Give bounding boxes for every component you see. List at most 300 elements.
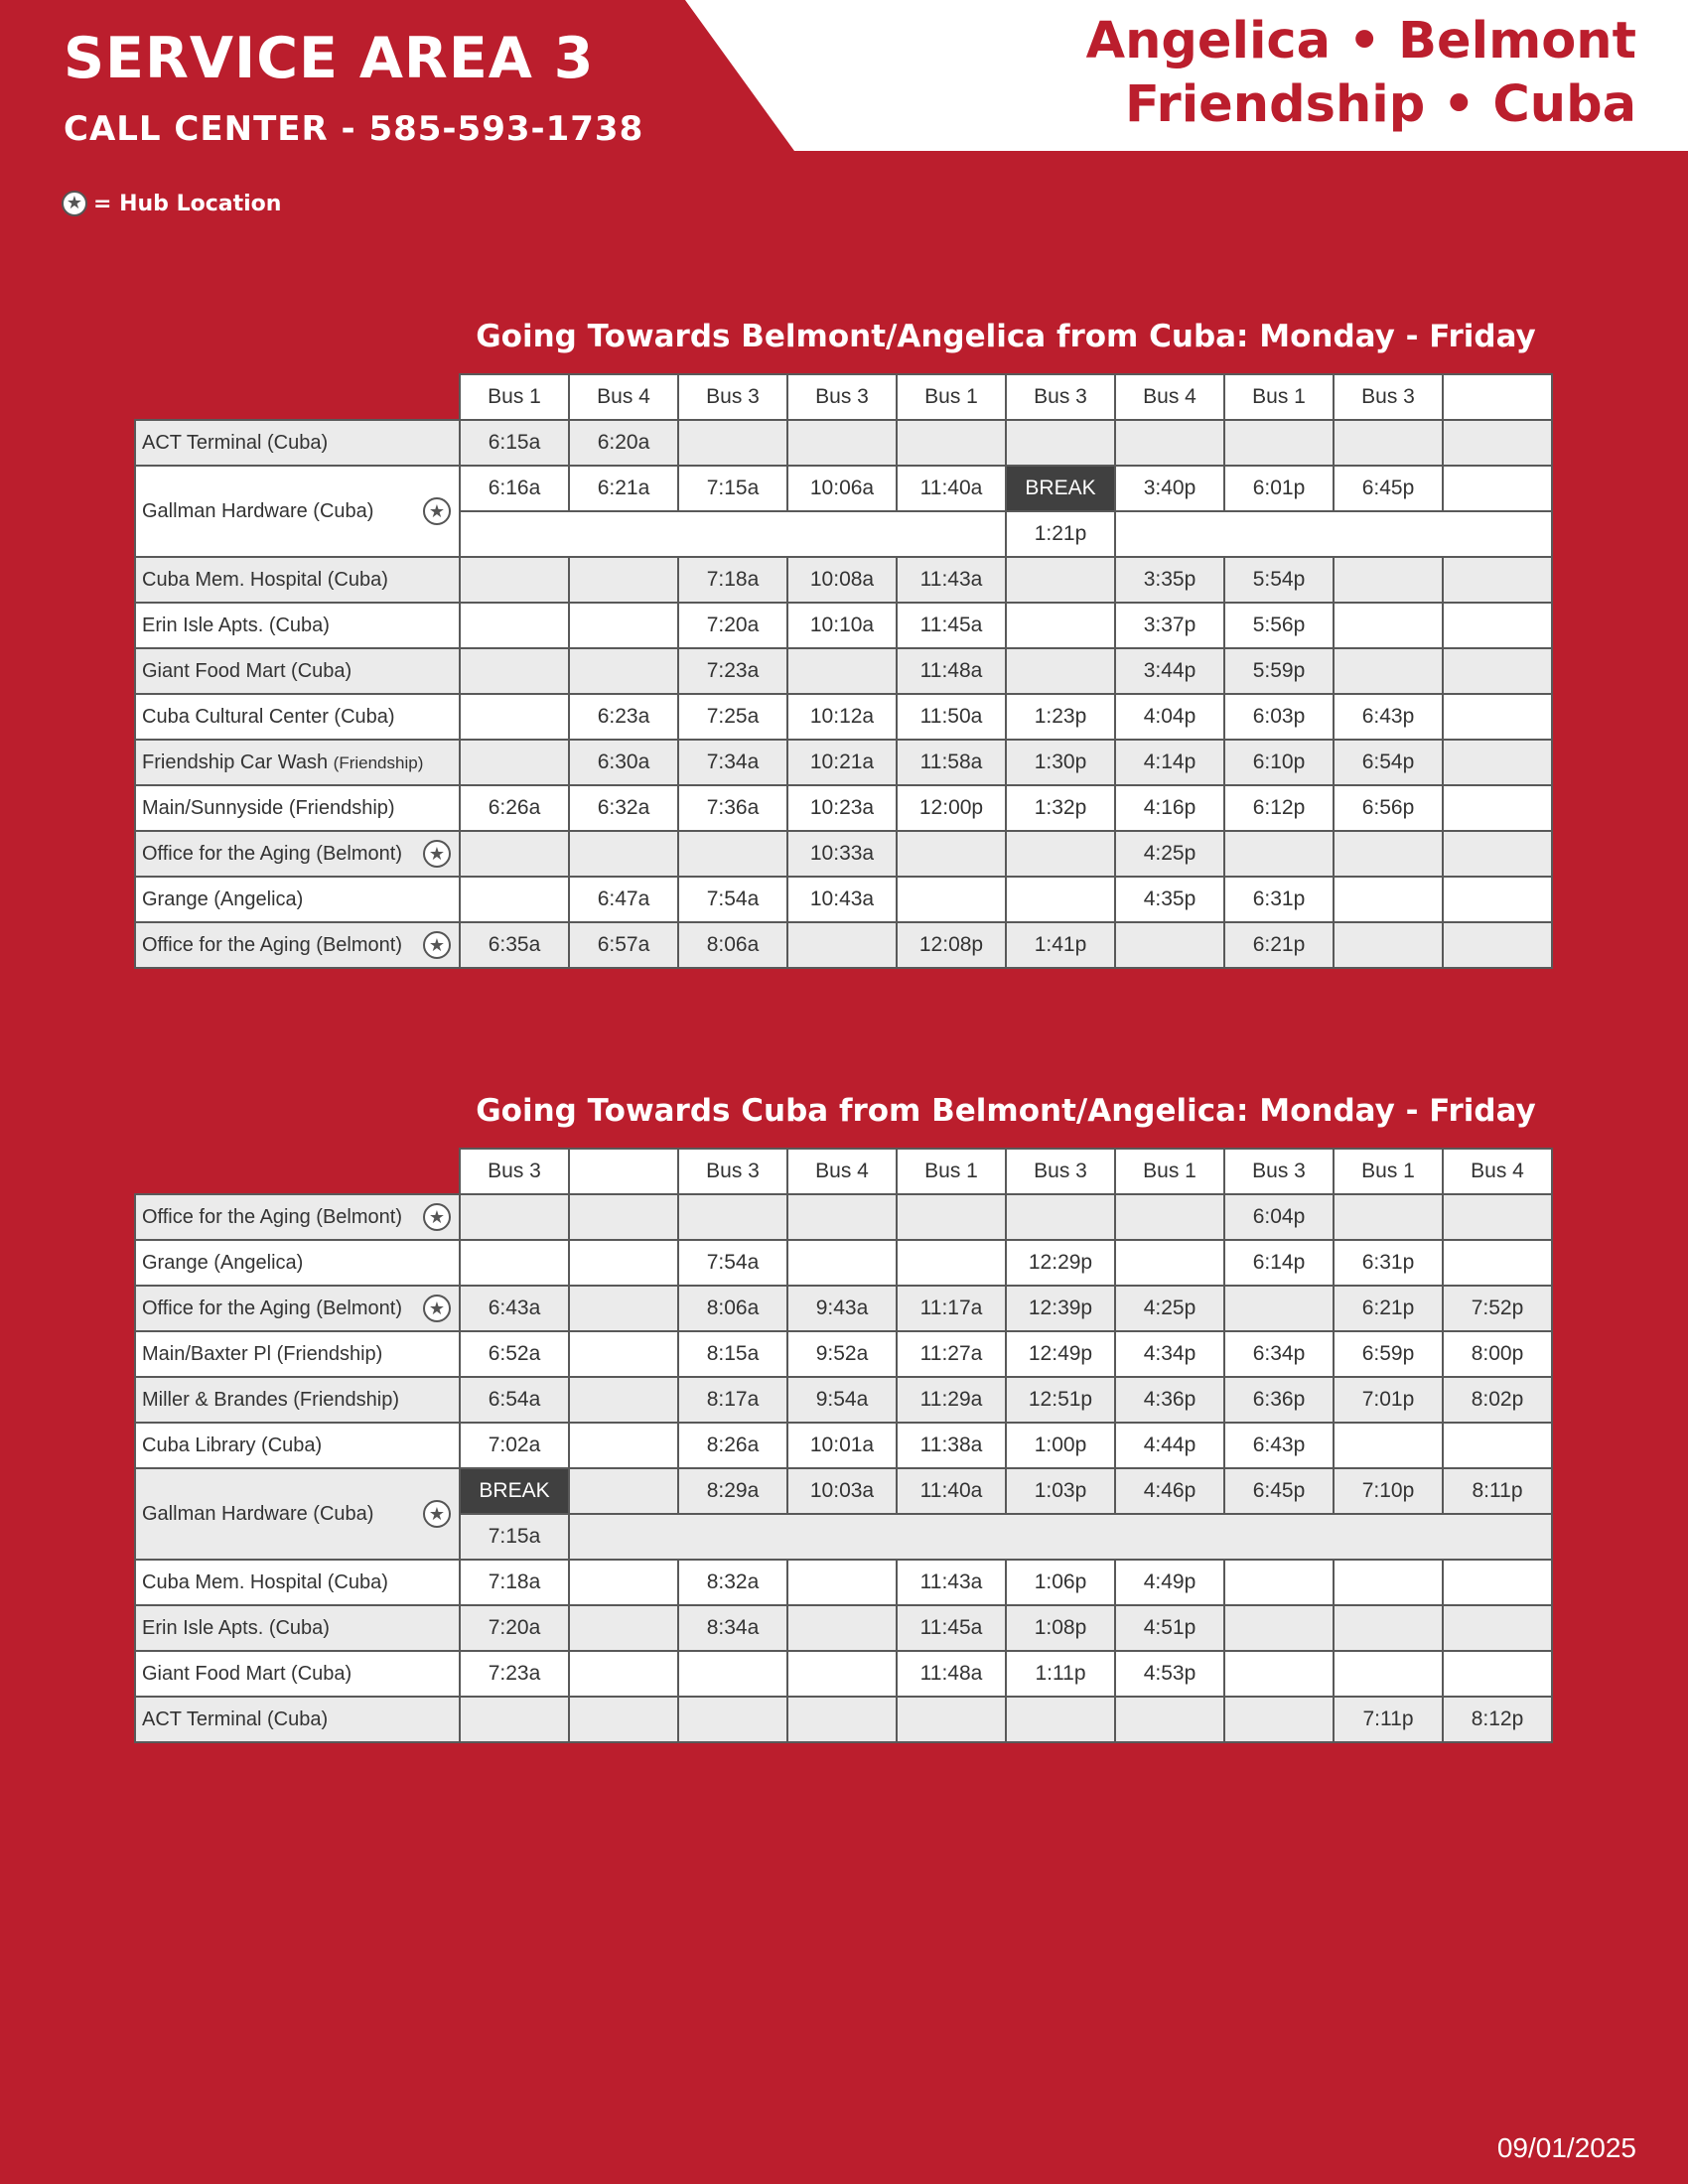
time-cell: 11:40a — [897, 1468, 1006, 1514]
time-cell: 8:11p — [1443, 1468, 1552, 1514]
time-cell — [678, 1194, 787, 1240]
time-cell — [897, 1240, 1006, 1286]
time-cell — [1006, 603, 1115, 648]
time-cell — [569, 1286, 678, 1331]
bus-header: Bus 3 — [1006, 374, 1115, 420]
time-cell — [1443, 785, 1552, 831]
bus-header — [1443, 374, 1552, 420]
table-row — [135, 877, 1552, 922]
stop-name — [135, 785, 460, 831]
time-cell: 11:45a — [897, 1605, 1006, 1651]
star-icon: ★ — [62, 191, 87, 216]
time-cell: 10:43a — [787, 877, 897, 922]
table1-title: Going Towards Belmont/Angelica from Cuba: Monday - Friday — [476, 319, 1536, 354]
stop-label: Grange (Angelica) — [142, 1251, 304, 1274]
stop-label: Main/Baxter Pl (Friendship) — [142, 1342, 383, 1365]
time-cell: 7:36a — [678, 785, 787, 831]
time-cell — [460, 648, 569, 694]
time-cell — [569, 1605, 678, 1651]
stop-name — [135, 557, 460, 603]
time-cell: 6:35a — [460, 922, 569, 968]
time-cell: 4:44p — [1115, 1423, 1224, 1468]
time-cell: 4:16p — [1115, 785, 1224, 831]
time-cell: 7:02a — [460, 1423, 569, 1468]
time-cell — [1443, 831, 1552, 877]
time-cell: 6:56p — [1334, 785, 1443, 831]
time-cell: 8:00p — [1443, 1331, 1552, 1377]
table-row — [135, 785, 1552, 831]
time-cell: 10:10a — [787, 603, 897, 648]
stop-name — [135, 1194, 460, 1240]
time-cell: 8:06a — [678, 922, 787, 968]
time-cell: 6:31p — [1224, 877, 1334, 922]
call-center-phone: CALL CENTER - 585-593-1738 — [64, 109, 644, 149]
time-cell — [787, 420, 897, 466]
time-cell — [569, 557, 678, 603]
bus-header: Bus 4 — [1115, 374, 1224, 420]
stop-name — [135, 603, 460, 648]
stop-name — [135, 1286, 460, 1331]
bus-header: Bus 1 — [1115, 1149, 1224, 1194]
time-cell: 6:43p — [1224, 1423, 1334, 1468]
time-cell: 6:32a — [569, 785, 678, 831]
stop-label: Office for the Aging (Belmont) — [142, 933, 402, 956]
time-cell: 5:54p — [1224, 557, 1334, 603]
time-cell — [787, 648, 897, 694]
stop-label: Cuba Library (Cuba) — [142, 1433, 323, 1456]
time-cell: 7:18a — [460, 1560, 569, 1605]
time-cell — [1006, 877, 1115, 922]
table-row — [135, 557, 1552, 603]
stop-name — [135, 1377, 460, 1423]
time-cell — [1006, 420, 1115, 466]
time-cell: 1:11p — [1006, 1651, 1115, 1697]
bus-header: Bus 4 — [569, 374, 678, 420]
bus-header: Bus 3 — [678, 374, 787, 420]
stop-label: Giant Food Mart (Cuba) — [142, 659, 352, 682]
time-cell — [1224, 420, 1334, 466]
time-cell: 8:17a — [678, 1377, 787, 1423]
time-cell — [1443, 1560, 1552, 1605]
stop-label: Office for the Aging (Belmont) — [142, 842, 402, 865]
time-cell: 6:14p — [1224, 1240, 1334, 1286]
time-cell: 12:39p — [1006, 1286, 1115, 1331]
time-cell — [1334, 648, 1443, 694]
bus-header: Bus 3 — [1224, 1149, 1334, 1194]
time-cell — [569, 1468, 678, 1514]
time-cell: 11:43a — [897, 557, 1006, 603]
stop-label: Cuba Cultural Center (Cuba) — [142, 705, 395, 728]
time-cell — [1334, 922, 1443, 968]
bus-header: Bus 4 — [1443, 1149, 1552, 1194]
time-cell: 6:34p — [1224, 1331, 1334, 1377]
time-cell: 12:00p — [897, 785, 1006, 831]
time-cell — [1115, 420, 1224, 466]
time-cell: 7:18a — [678, 557, 787, 603]
time-cell: 1:32p — [1006, 785, 1115, 831]
time-cell: 4:35p — [1115, 877, 1224, 922]
time-cell — [1443, 466, 1552, 511]
time-cell: 6:30a — [569, 740, 678, 785]
time-cell: 7:01p — [1334, 1377, 1443, 1423]
table-row — [135, 466, 1552, 511]
hub-star-icon: ★ — [423, 840, 451, 868]
hub-star-icon: ★ — [423, 1500, 451, 1528]
bus-header: Bus 1 — [897, 1149, 1006, 1194]
time-cell — [1115, 1697, 1224, 1742]
time-cell — [460, 831, 569, 877]
time-cell — [569, 1194, 678, 1240]
time-cell — [569, 1560, 678, 1605]
time-cell: 8:29a — [678, 1468, 787, 1514]
time-cell: 11:45a — [897, 603, 1006, 648]
time-cell: 6:36p — [1224, 1377, 1334, 1423]
time-cell: 5:56p — [1224, 603, 1334, 648]
schedule-table-to-belmont — [134, 373, 1553, 969]
time-cell: 6:26a — [460, 785, 569, 831]
stop-town: (Friendship) — [333, 752, 424, 772]
time-cell — [1443, 1605, 1552, 1651]
table-row — [135, 603, 1552, 648]
time-cell — [1115, 1194, 1224, 1240]
time-cell — [897, 1194, 1006, 1240]
stop-label: ACT Terminal (Cuba) — [142, 1707, 329, 1730]
time-cell — [1443, 420, 1552, 466]
table-row — [135, 1423, 1552, 1468]
time-cell: 10:08a — [787, 557, 897, 603]
time-cell — [1224, 831, 1334, 877]
stop-label: ACT Terminal (Cuba) — [142, 431, 329, 454]
bus-header: Bus 4 — [787, 1149, 897, 1194]
hub-star-icon: ★ — [423, 1203, 451, 1231]
time-cell: 7:54a — [678, 1240, 787, 1286]
time-cell — [1334, 877, 1443, 922]
time-cell — [1443, 922, 1552, 968]
time-cell — [1334, 1651, 1443, 1697]
stop-name — [135, 831, 460, 877]
time-cell: 11:29a — [897, 1377, 1006, 1423]
time-cell: 6:52a — [460, 1331, 569, 1377]
time-cell — [1334, 603, 1443, 648]
towns-line-2: Friendship • Cuba — [1124, 75, 1636, 134]
schedule-table-to-cuba — [134, 1148, 1553, 1743]
time-cell: 10:21a — [787, 740, 897, 785]
time-cell — [460, 694, 569, 740]
table-row — [135, 1194, 1552, 1240]
time-cell: 10:06a — [787, 466, 897, 511]
time-cell — [460, 877, 569, 922]
table2-title: Going Towards Cuba from Belmont/Angelica: Monday - Friday — [476, 1093, 1536, 1129]
time-cell: 5:59p — [1224, 648, 1334, 694]
time-cell — [460, 1240, 569, 1286]
table-row — [135, 922, 1552, 968]
time-cell — [787, 1697, 897, 1742]
time-cell: 11:58a — [897, 740, 1006, 785]
time-cell: 4:49p — [1115, 1560, 1224, 1605]
towns-list — [1086, 10, 1636, 137]
stop-name — [135, 648, 460, 694]
time-cell: 1:23p — [1006, 694, 1115, 740]
hub-legend-label: = Hub Location — [93, 191, 282, 216]
time-cell: 4:53p — [1115, 1651, 1224, 1697]
time-cell — [569, 1240, 678, 1286]
time-cell: 6:45p — [1334, 466, 1443, 511]
time-cell — [1443, 694, 1552, 740]
time-cell — [1224, 1697, 1334, 1742]
time-cell: 4:36p — [1115, 1377, 1224, 1423]
time-cell — [1006, 831, 1115, 877]
stop-label: Cuba Mem. Hospital (Cuba) — [142, 1570, 388, 1593]
time-cell: 11:48a — [897, 1651, 1006, 1697]
time-cell — [569, 1331, 678, 1377]
time-cell — [1006, 1194, 1115, 1240]
time-cell: 8:06a — [678, 1286, 787, 1331]
time-cell: 9:54a — [787, 1377, 897, 1423]
bus-header: Bus 1 — [897, 374, 1006, 420]
time-cell — [1334, 1560, 1443, 1605]
bus-header: Bus 3 — [787, 374, 897, 420]
break-cell: BREAK — [460, 1468, 569, 1514]
time-cell — [1443, 648, 1552, 694]
time-cell: 6:47a — [569, 877, 678, 922]
time-cell: 11:27a — [897, 1331, 1006, 1377]
time-cell: 11:40a — [897, 466, 1006, 511]
time-cell — [897, 877, 1006, 922]
time-cell: 11:38a — [897, 1423, 1006, 1468]
time-cell: 10:12a — [787, 694, 897, 740]
stop-label: Main/Sunnyside (Friendship) — [142, 796, 395, 819]
stop-label: Office for the Aging (Belmont) — [142, 1297, 402, 1319]
page-title: SERVICE AREA 3 — [64, 26, 595, 91]
stop-label: Grange (Angelica) — [142, 887, 304, 910]
time-cell: 6:15a — [460, 420, 569, 466]
stop-label: Friendship Car Wash — [142, 751, 334, 773]
hub-star-icon: ★ — [423, 497, 451, 525]
table-row — [135, 1605, 1552, 1651]
stop-label: Gallman Hardware (Cuba) — [142, 1502, 374, 1525]
time-cell: 7:15a — [678, 466, 787, 511]
stop-name — [135, 877, 460, 922]
time-cell: 8:12p — [1443, 1697, 1552, 1742]
time-cell: 6:45p — [1224, 1468, 1334, 1514]
time-cell — [460, 603, 569, 648]
time-cell: 8:34a — [678, 1605, 787, 1651]
stop-name — [135, 1697, 460, 1742]
table-row — [135, 1240, 1552, 1286]
bus-header-row — [135, 374, 1552, 420]
time-cell: 7:20a — [678, 603, 787, 648]
stop-name — [135, 1605, 460, 1651]
hub-star-icon: ★ — [423, 931, 451, 959]
time-cell — [1334, 1194, 1443, 1240]
time-cell — [678, 831, 787, 877]
time-cell: 7:23a — [460, 1651, 569, 1697]
time-cell — [1443, 740, 1552, 785]
stop-name — [135, 740, 460, 785]
bus-header-row — [135, 1149, 1552, 1194]
table-row — [135, 1651, 1552, 1697]
time-cell: 4:46p — [1115, 1468, 1224, 1514]
stop-label: Erin Isle Apts. (Cuba) — [142, 614, 330, 636]
stop-label: Office for the Aging (Belmont) — [142, 1205, 402, 1228]
time-cell: 6:23a — [569, 694, 678, 740]
time-cell — [1334, 1605, 1443, 1651]
time-cell: 6:21p — [1334, 1286, 1443, 1331]
table-row — [135, 1331, 1552, 1377]
time-cell — [1334, 831, 1443, 877]
time-cell: 6:54p — [1334, 740, 1443, 785]
time-cell: 6:57a — [569, 922, 678, 968]
time-cell: 1:41p — [1006, 922, 1115, 968]
time-cell: 4:04p — [1115, 694, 1224, 740]
time-cell: 4:34p — [1115, 1331, 1224, 1377]
time-cell — [569, 1377, 678, 1423]
time-cell: 1:30p — [1006, 740, 1115, 785]
time-cell: 7:25a — [678, 694, 787, 740]
bus-header: Bus 1 — [1334, 1149, 1443, 1194]
time-cell: 1:03p — [1006, 1468, 1115, 1514]
stop-name — [135, 1468, 460, 1560]
time-cell: 6:59p — [1334, 1331, 1443, 1377]
time-cell: 8:02p — [1443, 1377, 1552, 1423]
stop-label: Cuba Mem. Hospital (Cuba) — [142, 568, 388, 591]
time-cell: 11:43a — [897, 1560, 1006, 1605]
hub-star-icon: ★ — [423, 1295, 451, 1322]
time-cell — [897, 420, 1006, 466]
time-cell — [1224, 1286, 1334, 1331]
time-cell — [678, 420, 787, 466]
time-cell — [569, 648, 678, 694]
time-cell — [787, 922, 897, 968]
time-cell — [1443, 1240, 1552, 1286]
time-cell: 1:00p — [1006, 1423, 1115, 1468]
stop-label: Erin Isle Apts. (Cuba) — [142, 1616, 330, 1639]
time-cell: 6:20a — [569, 420, 678, 466]
stop-label: Gallman Hardware (Cuba) — [142, 499, 374, 522]
time-cell — [1443, 1423, 1552, 1468]
time-cell — [1006, 648, 1115, 694]
time-cell: 7:20a — [460, 1605, 569, 1651]
table-row — [135, 420, 1552, 466]
table-row — [135, 1468, 1552, 1514]
time-cell: 12:08p — [897, 922, 1006, 968]
time-cell: 7:11p — [1334, 1697, 1443, 1742]
time-cell — [460, 1194, 569, 1240]
time-cell — [1334, 557, 1443, 603]
towns-line-1: Angelica • Belmont — [1085, 12, 1636, 70]
time-cell — [1224, 1605, 1334, 1651]
table-row — [135, 694, 1552, 740]
time-cell — [1443, 557, 1552, 603]
time-cell: 4:51p — [1115, 1605, 1224, 1651]
time-cell — [569, 603, 678, 648]
time-cell — [460, 740, 569, 785]
time-cell — [897, 1697, 1006, 1742]
break-cell: BREAK — [1006, 466, 1115, 511]
time-cell: 7:54a — [678, 877, 787, 922]
time-cell: 4:25p — [1115, 1286, 1224, 1331]
time-cell: 3:37p — [1115, 603, 1224, 648]
table-row — [135, 740, 1552, 785]
time-cell: 12:49p — [1006, 1331, 1115, 1377]
stop-name — [135, 1240, 460, 1286]
time-cell — [1443, 1194, 1552, 1240]
time-cell — [1443, 877, 1552, 922]
bus-header: Bus 3 — [678, 1149, 787, 1194]
time-cell — [460, 557, 569, 603]
time-cell — [569, 1423, 678, 1468]
stop-name — [135, 1331, 460, 1377]
spacer-cell — [569, 1514, 1552, 1560]
time-cell: 12:29p — [1006, 1240, 1115, 1286]
header-corner — [135, 1149, 460, 1194]
bus-header: Bus 3 — [460, 1149, 569, 1194]
break-end-time: 7:15a — [460, 1514, 569, 1560]
time-cell: 6:12p — [1224, 785, 1334, 831]
table-row — [135, 648, 1552, 694]
stop-name — [135, 1651, 460, 1697]
table-row — [135, 1697, 1552, 1742]
time-cell: 6:21a — [569, 466, 678, 511]
bus-header: Bus 3 — [1334, 374, 1443, 420]
time-cell — [1224, 1651, 1334, 1697]
time-cell — [787, 1651, 897, 1697]
time-cell — [678, 1651, 787, 1697]
time-cell — [569, 831, 678, 877]
time-cell: 7:52p — [1443, 1286, 1552, 1331]
time-cell: 7:34a — [678, 740, 787, 785]
time-cell — [1334, 420, 1443, 466]
time-cell — [1115, 922, 1224, 968]
time-cell — [787, 1194, 897, 1240]
time-cell: 8:32a — [678, 1560, 787, 1605]
stop-label: Miller & Brandes (Friendship) — [142, 1388, 399, 1411]
table-row — [135, 831, 1552, 877]
time-cell — [569, 1651, 678, 1697]
stop-name — [135, 1560, 460, 1605]
time-cell: 6:04p — [1224, 1194, 1334, 1240]
time-cell: 9:43a — [787, 1286, 897, 1331]
time-cell: 10:03a — [787, 1468, 897, 1514]
bus-header: Bus 3 — [1006, 1149, 1115, 1194]
stop-name — [135, 922, 460, 968]
time-cell: 6:43a — [460, 1286, 569, 1331]
time-cell: 6:10p — [1224, 740, 1334, 785]
time-cell: 6:16a — [460, 466, 569, 511]
stop-name — [135, 466, 460, 557]
break-end-time: 1:21p — [1006, 511, 1115, 557]
time-cell: 6:43p — [1334, 694, 1443, 740]
stop-name — [135, 694, 460, 740]
table-row — [135, 1560, 1552, 1605]
spacer-cell — [1115, 511, 1552, 557]
time-cell: 3:40p — [1115, 466, 1224, 511]
stop-name — [135, 420, 460, 466]
time-cell: 8:15a — [678, 1331, 787, 1377]
time-cell — [787, 1605, 897, 1651]
time-cell — [1334, 1423, 1443, 1468]
time-cell — [787, 1240, 897, 1286]
time-cell — [569, 1697, 678, 1742]
hub-legend — [62, 191, 281, 216]
time-cell: 3:44p — [1115, 648, 1224, 694]
time-cell: 4:14p — [1115, 740, 1224, 785]
stop-label: Giant Food Mart (Cuba) — [142, 1662, 352, 1685]
time-cell — [1115, 1240, 1224, 1286]
bus-header: Bus 1 — [460, 374, 569, 420]
header-corner — [135, 374, 460, 420]
time-cell: 4:25p — [1115, 831, 1224, 877]
